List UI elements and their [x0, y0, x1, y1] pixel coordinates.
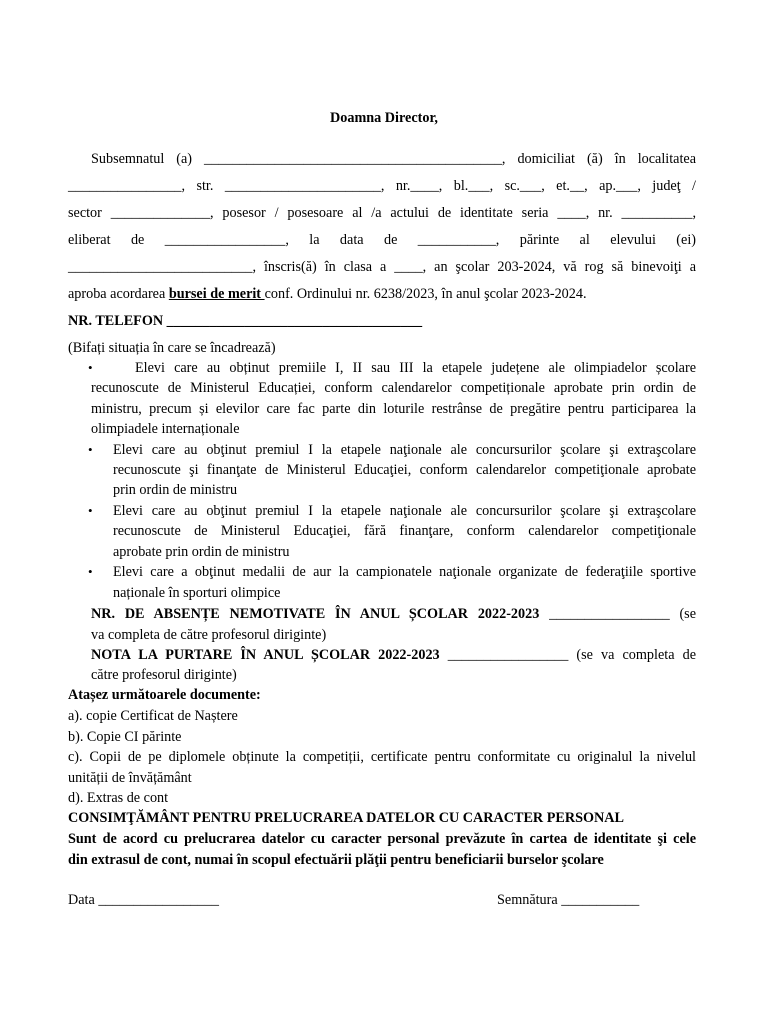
bullet-1-line-3: ministru, precum și elevilor care fac parte din loturile restrânse de pregătire pentru participarea la: [91, 401, 696, 417]
bullet-1-line-2: recunoscute de Ministerul Educației, conform calendarelor competiționale aprobate prin ordin de: [91, 380, 696, 396]
absente-blank: _________________ (se: [549, 606, 696, 622]
document-c-line-1: c). Copii de pe diplomele obținute la competiții, certificate pentru conformitate cu originalul la nivelul: [68, 749, 696, 765]
bullet-2-line-1: Elevi care au obţinut premiul I la etapele naţionale ale concursurilor şcolare şi extraşcolare: [113, 442, 696, 458]
bullet-4-line-1: Elevi care a obţinut medalii de aur la campionatele naţionale organizate de federaţiile sportive: [113, 564, 696, 580]
instruction-text: (Bifați situația în care se încadrează): [68, 340, 276, 356]
bullet-3-line-1: Elevi care au obţinut premiul I la etapele naţionale ale concursurilor şcolare şi extraşcolare: [113, 503, 696, 519]
signature-field[interactable]: Semnătura ___________: [497, 892, 640, 908]
bullet-2-line-2: recunoscute şi finanţate de Ministerul Educaţiei, conform calendarelor competiţionale aprobate: [113, 462, 696, 478]
bullet-1-line-4: olimpiadele internaționale: [91, 421, 240, 437]
document-d: d). Extras de cont: [68, 790, 169, 806]
absente-label: NR. DE ABSENȚE NEMOTIVATE ÎN ANUL ȘCOLAR 2022-2023: [91, 606, 550, 622]
bullet-3-line-3: aprobate prin ordin de ministru: [113, 544, 290, 560]
checkbox-bullet-2[interactable]: •: [88, 442, 93, 457]
bullet-2-line-3: prin ordin de ministru: [113, 482, 238, 498]
document-a: a). copie Certificat de Naștere: [68, 708, 238, 724]
intro-line-4: eliberat de _________________, la data de ___________, părinte al elevului (ei): [68, 232, 696, 248]
purtare-blank: _________________ (se va completa de: [447, 647, 696, 663]
bursa-merit-text: bursei de merit: [168, 286, 265, 302]
intro-line-2: ________________, str. ______________________, nr.____, bl.___, sc.___, et.__, ap.___, judeţ /: [68, 178, 696, 194]
document-c-line-2: unității de învățământ: [68, 770, 192, 786]
intro-line-6: [68, 286, 696, 303]
intro-line-5: __________________________, înscris(ă) în clasa a ____, an şcolar 203-2024, vă rog să binevoiţi a: [68, 259, 696, 275]
document-b: b). Copie CI părinte: [68, 729, 182, 745]
document-title: Doamna Director,: [330, 110, 438, 126]
absente-note: va completa de către profesorul diriginte): [91, 627, 327, 643]
purtare-field[interactable]: [91, 647, 696, 664]
checkbox-bullet-3[interactable]: •: [88, 503, 93, 518]
attach-heading: Atașez următoarele documente:: [68, 687, 261, 703]
consent-heading: CONSIMŢĂMÂNT PENTRU PRELUCRAREA DATELOR CU CARACTER PERSONAL: [68, 810, 624, 826]
checkbox-bullet-4[interactable]: •: [88, 564, 93, 579]
consent-line-2: din extrasul de cont, numai în scopul efectuării plăţii pentru beneficiarii burselor şcolare: [68, 852, 604, 868]
intro-line-6-pre: aproba acordarea: [68, 286, 169, 302]
intro-line-6-post: conf. Ordinului nr. 6238/2023, în anul şcolar 2023-2024.: [264, 286, 587, 302]
bullet-1-line-1: Elevi care au obținut premiile I, II sau III la etapele județene ale olimpiadelor școlare: [135, 360, 696, 376]
bullet-4-line-2: naționale în sporturi olimpice: [113, 585, 281, 601]
checkbox-bullet-1[interactable]: •: [88, 360, 93, 375]
intro-line-3: sector ______________, posesor / posesoare al /a actului de identitate seria ____, nr. __________,: [68, 205, 696, 221]
bullet-3-line-2: recunoscute de Ministerul Educaţiei, fără finanţare, conform calendarelor competiţionale: [113, 523, 696, 539]
purtare-note: către profesorul diriginte): [91, 667, 237, 683]
phone-field[interactable]: NR. TELEFON ____________________________________: [68, 313, 423, 329]
date-field[interactable]: Data _________________: [68, 892, 219, 908]
intro-line-1: Subsemnatul (a) __________________________________________, domiciliat (ă) în localitatea: [91, 151, 696, 167]
consent-line-1: Sunt de acord cu prelucrarea datelor cu caracter personal prevăzute în cartea de identitate şi cele: [68, 831, 696, 847]
purtare-label: NOTA LA PURTARE ÎN ANUL ȘCOLAR 2022-2023: [91, 647, 448, 663]
absente-field[interactable]: [91, 606, 696, 623]
